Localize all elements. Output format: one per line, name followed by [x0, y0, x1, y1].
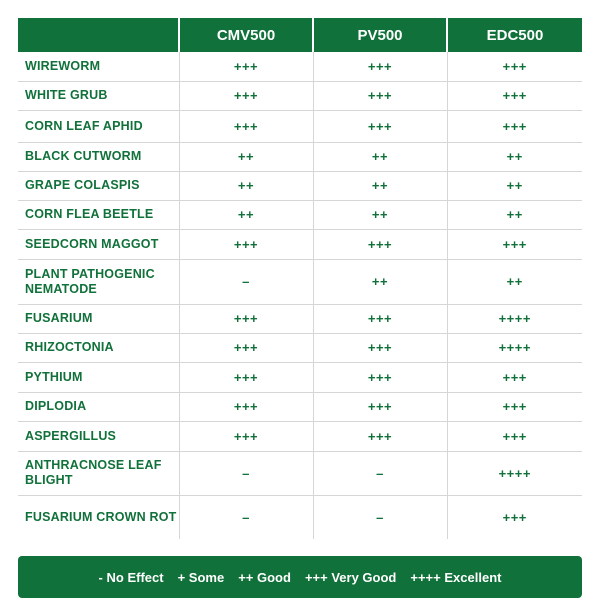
legend-label: Some [188, 569, 225, 585]
rating-cell-cmv500: +++ [179, 52, 313, 81]
pest-name-cell: GRAPE COLASPIS [18, 171, 179, 200]
legend-symbol: ++ [238, 569, 254, 585]
rating-cell-pv500: – [313, 451, 447, 495]
rating-cell-cmv500: ++ [179, 200, 313, 229]
table-row [18, 171, 582, 200]
header-pest-cell [18, 18, 179, 52]
rating-cell-pv500: ++ [313, 200, 447, 229]
header-product-pv500: PV500 [313, 18, 447, 52]
rating-cell-pv500: ++ [313, 171, 447, 200]
table-row [18, 142, 582, 171]
legend-label: Good [257, 569, 291, 585]
rating-cell-edc500: ++ [447, 200, 582, 229]
rating-cell-edc500: +++ [447, 52, 582, 81]
rating-cell-edc500: ++++ [447, 304, 582, 333]
rating-cell-cmv500: +++ [179, 304, 313, 333]
legend-label: No Effect [106, 569, 164, 585]
rating-legend [18, 556, 582, 598]
rating-cell-pv500: ++ [313, 142, 447, 171]
legend-item [305, 570, 396, 585]
pest-name-cell: ANTHRACNOSE LEAF BLIGHT [18, 451, 179, 495]
rating-cell-cmv500: +++ [179, 362, 313, 392]
legend-item [238, 570, 291, 585]
rating-cell-cmv500: – [179, 259, 313, 304]
rating-cell-pv500: +++ [313, 81, 447, 110]
table-row [18, 259, 582, 304]
pest-name-cell: SEEDCORN MAGGOT [18, 229, 179, 259]
table-row [18, 362, 582, 392]
table-row [18, 333, 582, 362]
rating-cell-edc500: +++ [502, 509, 527, 525]
rating-cell-cmv500: +++ [179, 229, 313, 259]
rating-cell-pv500: +++ [313, 333, 447, 362]
rating-cell-edc500: ++ [447, 171, 582, 200]
legend-symbol: +++ [304, 569, 328, 585]
pest-name-cell: WHITE GRUB [18, 81, 179, 110]
rating-cell-pv500: ++ [313, 259, 447, 304]
efficacy-table [18, 18, 582, 539]
rating-cell-pv500: +++ [313, 110, 447, 142]
rating-cell-edc500: +++ [447, 81, 582, 110]
rating-cell-edc500: ++++ [447, 333, 582, 362]
rating-cell-cmv500: +++ [179, 333, 313, 362]
rating-cell-edc500: ++ [447, 142, 582, 171]
legend-label: Very Good [331, 569, 397, 585]
rating-cell-pv500: +++ [313, 52, 447, 81]
rating-cell-edc500: +++ [447, 362, 582, 392]
rating-cell-cmv500: ++ [179, 142, 313, 171]
pest-name-cell: CORN FLEA BEETLE [18, 200, 179, 229]
rating-cell-edc500: +++ [447, 392, 582, 421]
rating-cell-cmv500: ++ [179, 171, 313, 200]
rating-cell-cmv500: +++ [179, 421, 313, 451]
table-row [18, 451, 582, 495]
legend-symbol: + [177, 569, 186, 585]
pest-name-cell: FUSARIUM CROWN ROT [18, 495, 179, 539]
table-body [18, 52, 582, 539]
pest-name-cell: FUSARIUM [18, 304, 179, 333]
table-row [18, 81, 582, 110]
rating-cell-pv500: +++ [313, 362, 447, 392]
efficacy-table-container [18, 18, 582, 539]
rating-cell-edc500: ++++ [447, 451, 582, 495]
table-row [18, 110, 582, 142]
rating-cell-pv500: +++ [313, 392, 447, 421]
rating-cell-cmv500: – [179, 495, 313, 539]
pest-name-cell: ASPERGILLUS [18, 421, 179, 451]
pest-name-cell: PYTHIUM [18, 362, 179, 392]
table-row [18, 421, 582, 451]
table-row [18, 392, 582, 421]
pest-name-cell: CORN LEAF APHID [18, 110, 179, 142]
rating-cell-pv500: – [313, 495, 447, 539]
rating-cell-cmv500: – [179, 451, 313, 495]
legend-symbol: ++++ [410, 569, 441, 585]
table-row [18, 229, 582, 259]
rating-cell-edc500: +++ [447, 110, 582, 142]
legend-item [410, 570, 501, 585]
pest-name-cell: BLACK CUTWORM [18, 142, 179, 171]
rating-cell-edc500: +++ [447, 421, 582, 451]
table-header-row [18, 18, 582, 52]
table-row [18, 52, 582, 81]
pest-name-cell: RHIZOCTONIA [18, 333, 179, 362]
rating-cell-cmv500: +++ [179, 110, 313, 142]
legend-label: Excellent [444, 569, 502, 585]
rating-cell-pv500: +++ [313, 304, 447, 333]
pest-name-cell: WIREWORM [18, 52, 179, 81]
table-row [18, 200, 582, 229]
legend-symbol: - [98, 569, 103, 585]
legend-item [99, 570, 164, 585]
rating-cell-pv500: +++ [313, 229, 447, 259]
rating-cell-pv500: +++ [313, 421, 447, 451]
rating-cell-cmv500: +++ [179, 81, 313, 110]
header-product-cmv500: CMV500 [179, 18, 313, 52]
header-product-edc500: EDC500 [447, 18, 582, 52]
table-row [18, 495, 582, 539]
pest-name-cell: DIPLODIA [18, 392, 179, 421]
pest-name-cell: PLANT PATHOGENIC NEMATODE [18, 259, 179, 304]
table-row [18, 304, 582, 333]
rating-cell-cmv500: +++ [179, 392, 313, 421]
rating-cell-edc500: +++ [447, 229, 582, 259]
rating-cell-edc500: ++ [447, 259, 582, 304]
legend-item [178, 570, 225, 585]
